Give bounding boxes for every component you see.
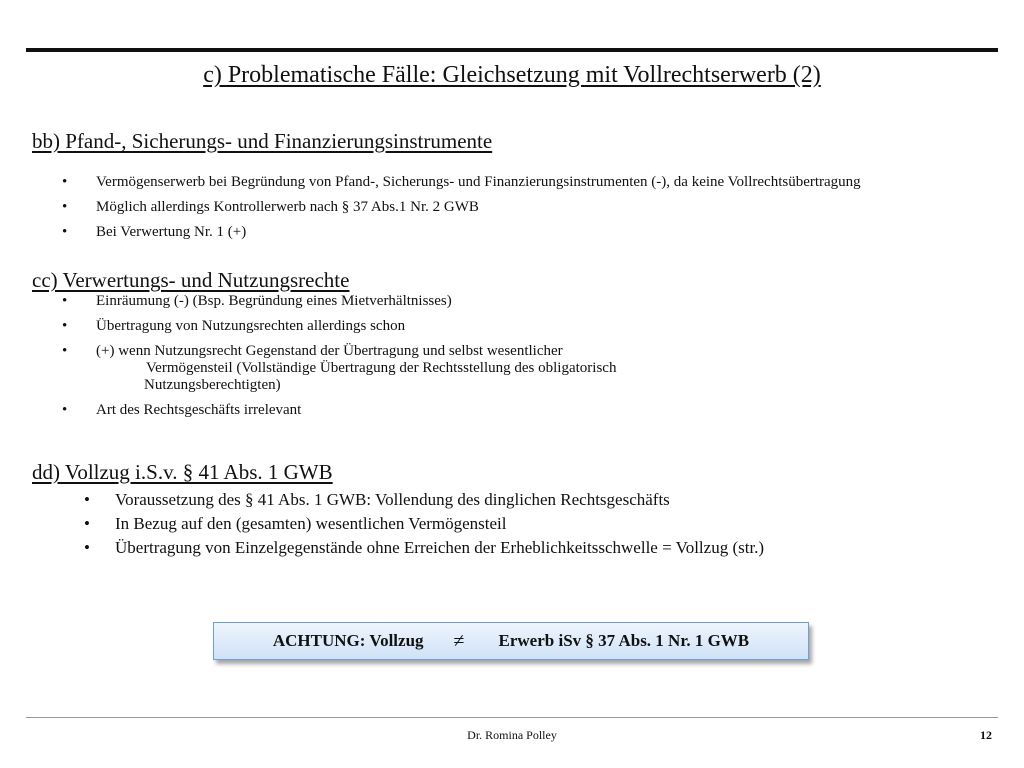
section-heading-cc: cc) Verwertungs- und Nutzungsrechte	[32, 268, 350, 292]
bullet-list-dd	[84, 489, 844, 561]
section-heading-dd: dd) Vollzug i.S.v. § 41 Abs. 1 GWB	[32, 460, 333, 484]
list-item: • Übertragung von Nutzungsrechten allerdings schon	[62, 318, 882, 335]
list-item-line: • (+) wenn Nutzungsrecht Gegenstand der Übertragung und selbst wesentlicher	[96, 343, 563, 359]
top-divider	[26, 48, 998, 52]
list-item: • Übertragung von Einzelgegenstände ohne Erreichen der Erheblichkeitsschwelle = Vollzug (str.)	[84, 537, 844, 559]
warning-callout	[213, 622, 809, 660]
bullet-list-cc	[62, 293, 882, 427]
list-item-line: Vermögensteil (Vollständige Übertragung der Rechtsstellung des obligatorisch	[146, 360, 617, 376]
footer-divider	[26, 717, 998, 718]
list-item: • Möglich allerdings Kontrollerwerb nach § 37 Abs.1 Nr. 2 GWB	[62, 199, 882, 216]
slide-title: c) Problematische Fälle: Gleichsetzung mit Vollrechtserwerb (2)	[203, 62, 821, 88]
list-item: • In Bezug auf den (gesamten) wesentlichen Vermögensteil	[84, 513, 844, 535]
list-item: • Art des Rechtsgeschäfts irrelevant	[62, 402, 882, 419]
page-number: 12	[980, 728, 992, 742]
list-item: • Vermögenserwerb bei Begründung von Pfand-, Sicherungs- und Finanzierungsinstrumenten (-), da keine Vollrechtsübertragung	[62, 174, 882, 191]
list-item	[62, 343, 882, 394]
list-item: • Voraussetzung des § 41 Abs. 1 GWB: Vollendung des dinglichen Rechtsgeschäfts	[84, 489, 844, 511]
list-item: • Einräumung (-) (Bsp. Begründung eines Mietverhältnisses)	[62, 293, 882, 310]
callout-right-text: Erwerb iSv § 37 Abs. 1 Nr. 1 GWB	[498, 631, 750, 650]
section-heading-bb: bb) Pfand-, Sicherungs- und Finanzierungsinstrumente	[32, 129, 493, 153]
bullet-list-bb	[62, 174, 882, 249]
callout-left-text: ACHTUNG: Vollzug	[272, 631, 424, 650]
footer-author: Dr. Romina Polley	[467, 728, 557, 742]
not-equal-symbol: ≠	[453, 629, 465, 652]
list-item-line: Nutzungsberechtigten)	[144, 377, 281, 393]
list-item: • Bei Verwertung Nr. 1 (+)	[62, 224, 882, 241]
